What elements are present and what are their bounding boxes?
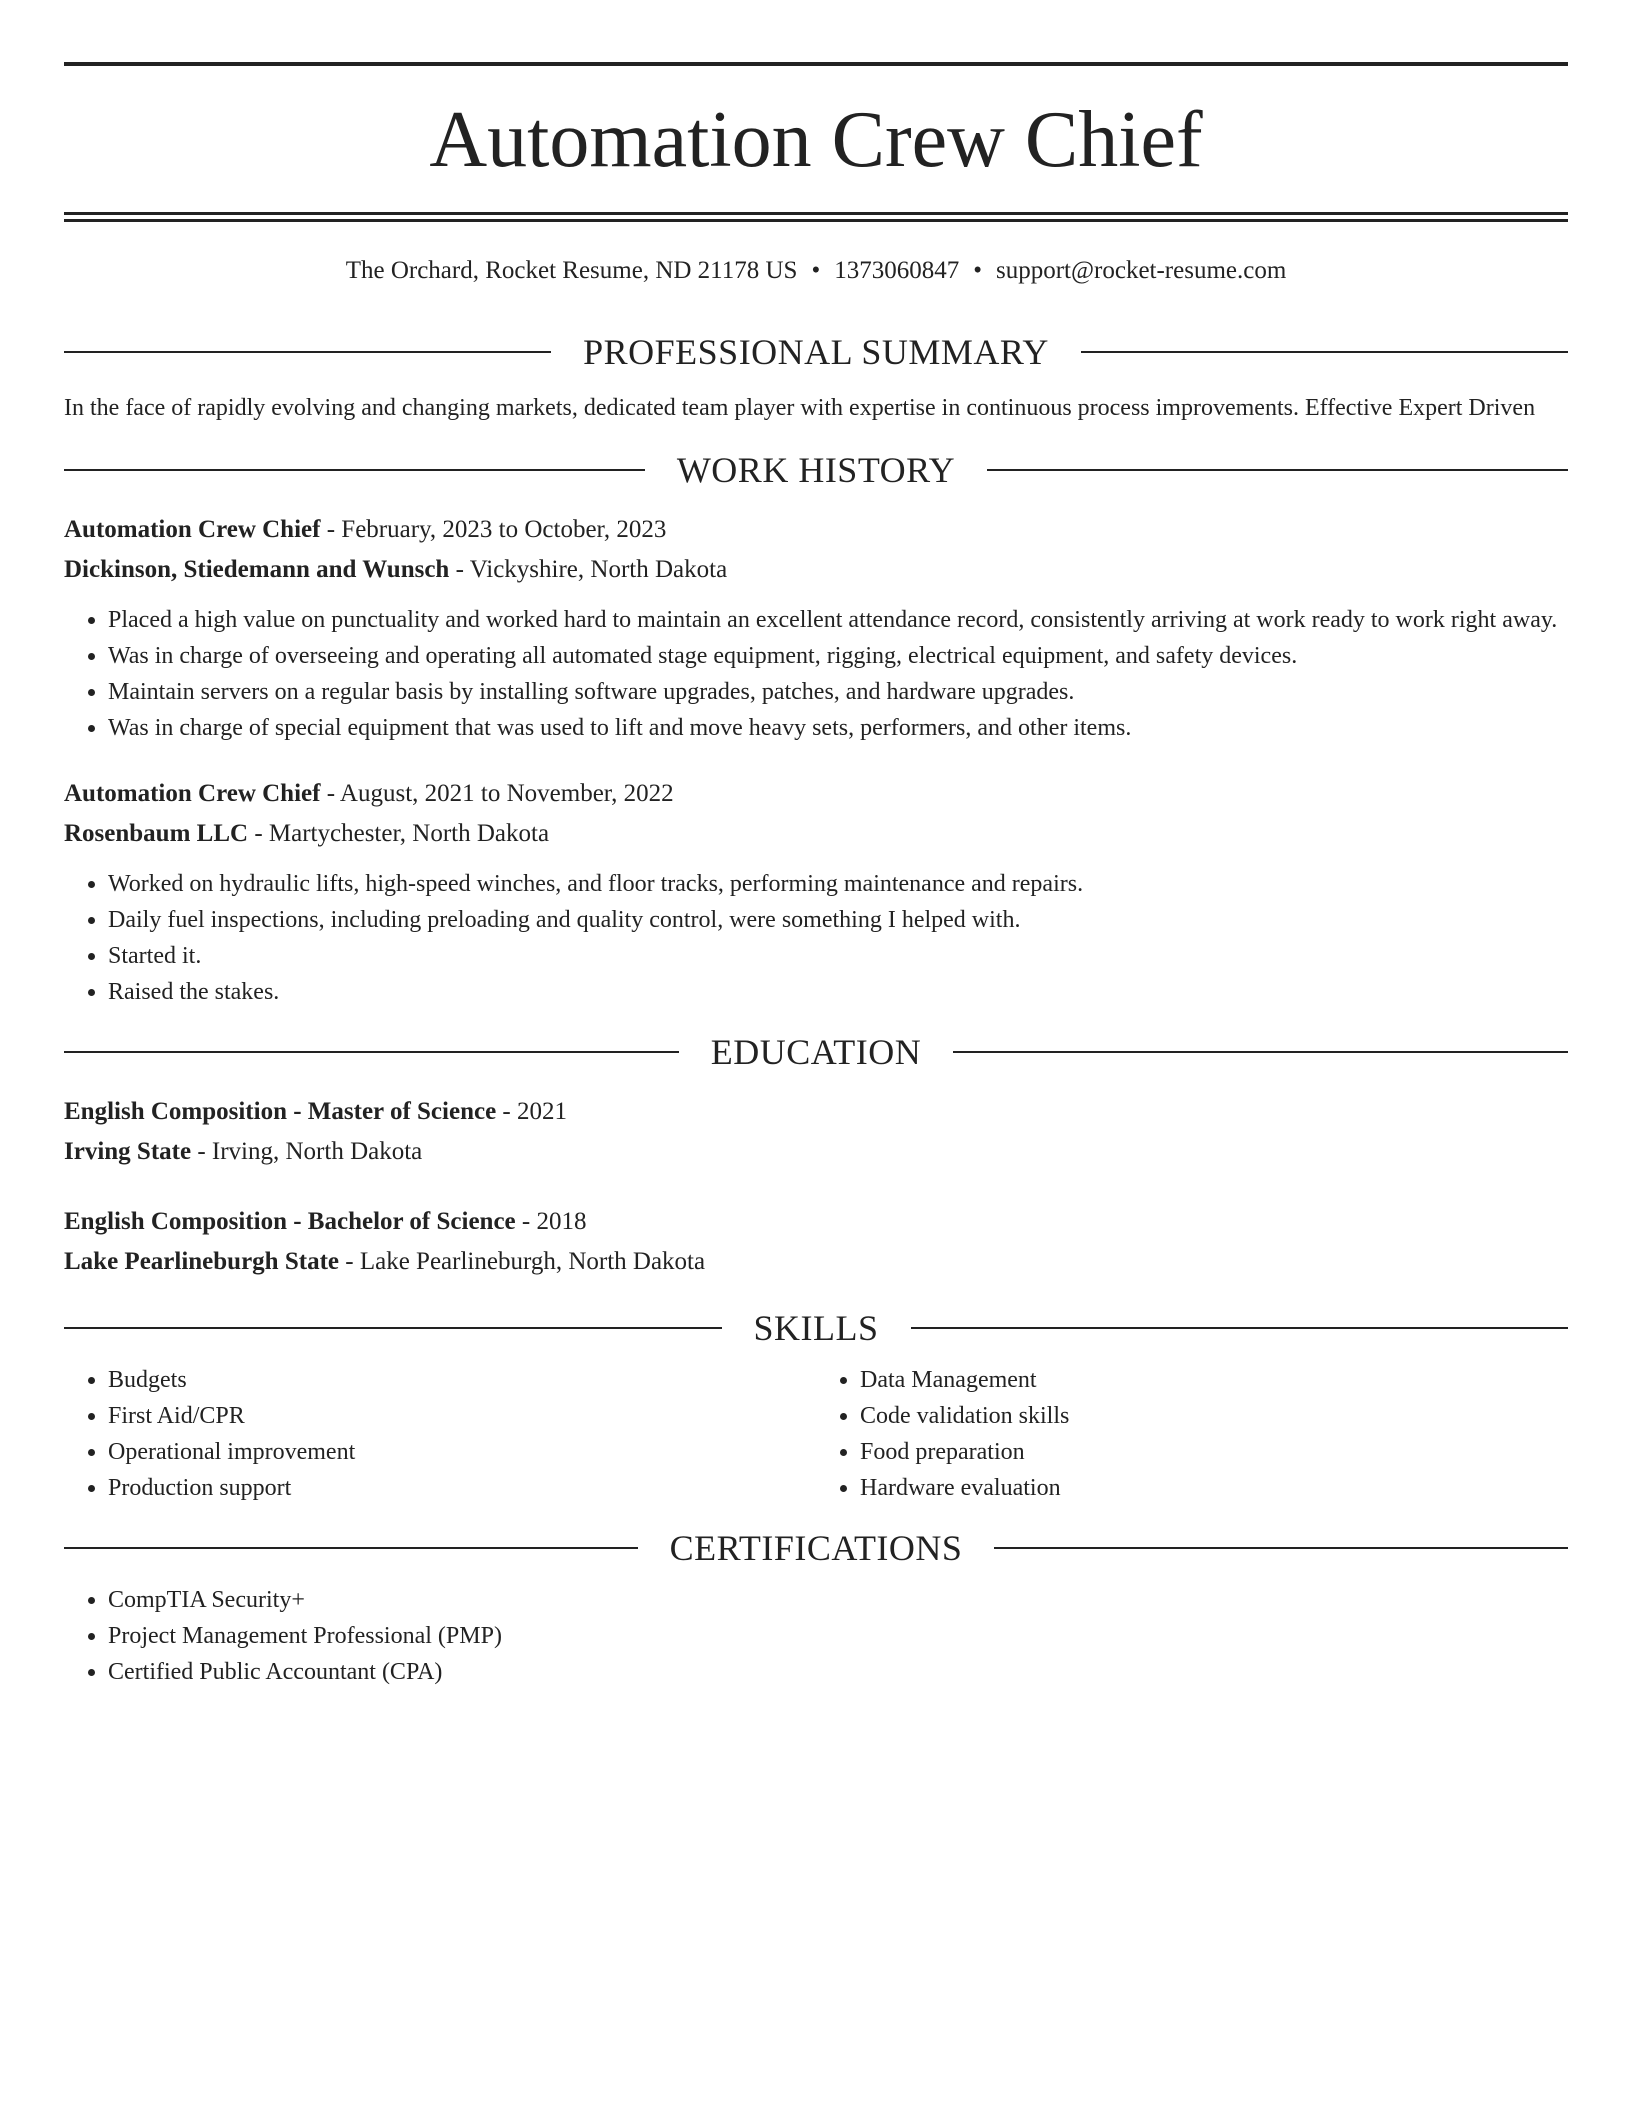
list-item: • Project Management Professional (PMP) (108, 1618, 1568, 1654)
dash: - (320, 780, 340, 807)
school-line (64, 1242, 1568, 1282)
job-company-line (64, 550, 1568, 590)
dash: - (515, 1208, 537, 1235)
work-history-heading-title: WORK HISTORY (676, 450, 956, 490)
contact-phone: 1373060847 (834, 257, 960, 284)
list-item: • Maintain servers on a regular basis by installing software upgrades, patches, and hardware upgrades. (108, 674, 1568, 710)
certifications-heading (64, 1530, 1568, 1566)
skills-list-left (64, 1362, 816, 1506)
heading-rule-right (994, 1547, 1568, 1549)
heading-rule-right (1081, 351, 1568, 353)
job-location: Vickyshire, North Dakota (469, 556, 728, 583)
skills-heading-title: SKILLS (753, 1308, 879, 1348)
list-item: • Certified Public Accountant (CPA) (108, 1654, 1568, 1690)
job-company-line (64, 814, 1568, 854)
degree: English Composition - Bachelor of Science (64, 1208, 516, 1235)
degree: English Composition - Master of Science (64, 1098, 497, 1125)
dash: - (320, 516, 342, 543)
list-item: • Worked on hydraulic lifts, high-speed winches, and floor tracks, performing maintenance and repairs. (108, 866, 1568, 902)
list-item: • Code validation skills (860, 1398, 1568, 1434)
name-double-rule (64, 212, 1568, 222)
dash: - (449, 556, 470, 583)
job-company: Rosenbaum LLC (64, 820, 249, 847)
education-heading-title: EDUCATION (710, 1032, 922, 1072)
job-bullets (64, 866, 1568, 1010)
heading-rule-left (64, 469, 645, 471)
job-dates: February, 2023 to October, 2023 (341, 516, 667, 543)
contact-email[interactable]: support@rocket-resume.com (996, 257, 1287, 284)
skills-grid (64, 1362, 1568, 1506)
list-item: • Hardware evaluation (860, 1470, 1568, 1506)
list-item: • Placed a high value on punctuality and worked hard to maintain an excellent attendance record, consistently arriving at work ready to work right away. (108, 602, 1568, 638)
job-bullets (64, 602, 1568, 746)
heading-rule-right (911, 1327, 1569, 1329)
heading-rule-left (64, 351, 551, 353)
list-item: • Operational improvement (108, 1434, 816, 1470)
list-item: • First Aid/CPR (108, 1398, 816, 1434)
education-entry (64, 1092, 1568, 1172)
contact-separator: • (973, 257, 982, 284)
dash: - (191, 1138, 212, 1165)
contact-separator: • (811, 257, 821, 284)
job-location: Martychester, North Dakota (268, 820, 550, 847)
school-name: Lake Pearlineburgh State (64, 1248, 339, 1275)
heading-rule-right (953, 1051, 1568, 1053)
contact-address: The Orchard, Rocket Resume, ND 21178 US (345, 257, 798, 284)
certifications-list (64, 1582, 1568, 1690)
job-dates: August, 2021 to November, 2022 (339, 780, 674, 807)
graduation-year: 2021 (517, 1098, 567, 1125)
job-title: Automation Crew Chief (64, 780, 321, 807)
list-item: • Production support (108, 1470, 816, 1506)
heading-rule-right (987, 469, 1568, 471)
heading-rule-left (64, 1051, 679, 1053)
top-rule (64, 62, 1568, 66)
list-item: • CompTIA Security+ (108, 1582, 1568, 1618)
list-item: • Was in charge of special equipment that was used to lift and move heavy sets, performers, and other items. (108, 710, 1568, 746)
job-title: Automation Crew Chief (64, 516, 321, 543)
school-location: Lake Pearlineburgh, North Dakota (359, 1248, 706, 1275)
certifications-heading-title: CERTIFICATIONS (669, 1528, 963, 1568)
school-name: Irving State (64, 1138, 192, 1165)
list-item: • Food preparation (860, 1434, 1568, 1470)
list-item: • Daily fuel inspections, including preloading and quality control, were something I helped with. (108, 902, 1568, 938)
list-item: • Budgets (108, 1362, 816, 1398)
work-history-heading (64, 452, 1568, 488)
skills-list-right (816, 1362, 1568, 1506)
summary-heading (64, 334, 1568, 370)
list-item: • Data Management (860, 1362, 1568, 1398)
skills-heading (64, 1310, 1568, 1346)
job-entry (64, 510, 1568, 746)
list-item: • Was in charge of overseeing and operating all automated stage equipment, rigging, electrical equipment, and safety devices. (108, 638, 1568, 674)
summary-heading-title: PROFESSIONAL SUMMARY (583, 332, 1049, 372)
school-location: Irving, North Dakota (211, 1138, 423, 1165)
graduation-year: 2018 (536, 1208, 587, 1235)
education-heading (64, 1034, 1568, 1070)
education-entry (64, 1202, 1568, 1282)
heading-rule-left (64, 1547, 638, 1549)
job-title-line (64, 510, 1568, 550)
heading-rule-left (64, 1327, 722, 1329)
job-company: Dickinson, Stiedemann and Wunsch (64, 556, 450, 583)
school-line (64, 1132, 1568, 1172)
summary-text: In the face of rapidly evolving and changing markets, dedicated team player with expertise in continuous process improvements. Effective Expert Driven (64, 395, 1536, 421)
degree-line (64, 1092, 1568, 1132)
list-item: • Started it. (108, 938, 1568, 974)
list-item: • Raised the stakes. (108, 974, 1568, 1010)
degree-line (64, 1202, 1568, 1242)
job-entry (64, 774, 1568, 1010)
dash: - (248, 820, 269, 847)
job-title-line (64, 774, 1568, 814)
dash: - (496, 1098, 517, 1125)
contact-line (64, 256, 1568, 286)
candidate-name: Automation Crew Chief (429, 96, 1203, 184)
dash: - (339, 1248, 360, 1275)
